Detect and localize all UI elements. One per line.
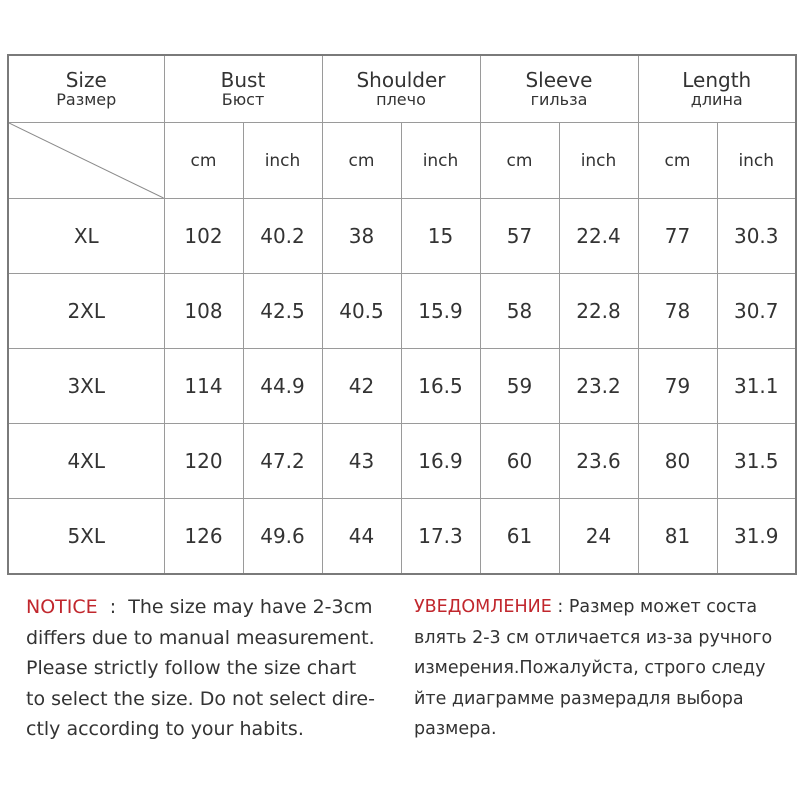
header-bust-en: Bust (220, 68, 266, 92)
header-size (8, 55, 164, 123)
value-cell: 22.4 (559, 199, 638, 274)
value-cell: 17.3 (401, 499, 480, 575)
unit-cell: inch (401, 123, 480, 199)
value-cell: 22.8 (559, 274, 638, 349)
size-chart-table (7, 54, 797, 575)
value-cell: 30.7 (717, 274, 796, 349)
header-size-ru: Размер (56, 90, 117, 109)
header-length (638, 55, 796, 123)
notice-line: ctly according to your habits. (26, 718, 304, 740)
notice-separator: : (97, 596, 129, 618)
notice-keyword: УВЕДОМЛЕНИЕ (414, 597, 552, 617)
value-cell: 38 (322, 199, 401, 274)
value-cell: 16.9 (401, 424, 480, 499)
value-cell: 49.6 (243, 499, 322, 575)
value-cell: 60 (480, 424, 559, 499)
table-row (8, 199, 796, 274)
value-cell: 31.1 (717, 349, 796, 424)
value-cell: 31.9 (717, 499, 796, 575)
value-cell: 120 (164, 424, 243, 499)
header-bust (164, 55, 322, 123)
header-shoulder-ru: плечо (376, 90, 426, 109)
value-cell: 44 (322, 499, 401, 575)
value-cell: 42 (322, 349, 401, 424)
notice-separator: : (551, 597, 569, 617)
unit-cell: inch (717, 123, 796, 199)
value-cell: 61 (480, 499, 559, 575)
value-cell: 40.2 (243, 199, 322, 274)
value-cell: 23.6 (559, 424, 638, 499)
header-row (8, 55, 796, 123)
notice-line: differs due to manual measurement. (26, 626, 375, 649)
unit-cell: cm (322, 123, 401, 199)
unit-cell: cm (480, 123, 559, 199)
value-cell: 42.5 (243, 274, 322, 349)
value-cell: 81 (638, 499, 717, 575)
notice-line: измерения.Пожалуйста, строго следу (414, 658, 766, 678)
value-cell: 79 (638, 349, 717, 424)
value-cell: 40.5 (322, 274, 401, 349)
value-cell: 59 (480, 349, 559, 424)
notice-english (26, 592, 398, 745)
value-cell: 30.3 (717, 199, 796, 274)
notice-text: The size may have 2-3cm (128, 596, 373, 618)
header-bust-ru: Бюст (221, 90, 265, 109)
notice-line: влять 2-3 см отличается из-за ручного (414, 627, 773, 648)
notice-line (26, 592, 398, 623)
size-cell: 3XL (8, 349, 164, 424)
table-row (8, 424, 796, 499)
notice-line: йте диаграмме размерадля выбора (414, 688, 744, 709)
value-cell: 126 (164, 499, 243, 575)
value-cell: 58 (480, 274, 559, 349)
notice-russian (414, 592, 794, 745)
value-cell: 47.2 (243, 424, 322, 499)
size-cell: 2XL (8, 274, 164, 349)
header-sleeve-en: Sleeve (525, 68, 593, 92)
unit-row (8, 123, 796, 199)
value-cell: 108 (164, 274, 243, 349)
table-row (8, 499, 796, 575)
value-cell: 16.5 (401, 349, 480, 424)
notice-line (414, 592, 794, 623)
value-cell: 80 (638, 424, 717, 499)
diagonal-corner-cell (8, 123, 164, 199)
header-sleeve-ru: гильза (530, 90, 588, 109)
unit-cell: inch (243, 123, 322, 199)
unit-cell: inch (559, 123, 638, 199)
notice-line: Please strictly follow the size chart (26, 657, 357, 679)
unit-cell: cm (638, 123, 717, 199)
value-cell: 78 (638, 274, 717, 349)
value-cell: 77 (638, 199, 717, 274)
table-row (8, 274, 796, 349)
value-cell: 114 (164, 349, 243, 424)
value-cell: 15.9 (401, 274, 480, 349)
size-cell: XL (8, 199, 164, 274)
value-cell: 31.5 (717, 424, 796, 499)
header-length-en: Length (682, 68, 752, 92)
size-cell: 4XL (8, 424, 164, 499)
table-row (8, 349, 796, 424)
header-shoulder-en: Shoulder (356, 68, 446, 92)
unit-cell: cm (164, 123, 243, 199)
value-cell: 43 (322, 424, 401, 499)
value-cell: 15 (401, 199, 480, 274)
value-cell: 44.9 (243, 349, 322, 424)
header-size-en: Size (65, 68, 107, 92)
value-cell: 24 (559, 499, 638, 575)
size-cell: 5XL (8, 499, 164, 575)
value-cell: 102 (164, 199, 243, 274)
notice-text: Размер может соста (568, 597, 758, 617)
value-cell: 23.2 (559, 349, 638, 424)
header-shoulder (322, 55, 480, 123)
value-cell: 57 (480, 199, 559, 274)
diagonal-line (9, 123, 164, 198)
notice-line: to select the size. Do not select dire- (26, 687, 375, 710)
header-sleeve (480, 55, 638, 123)
header-length-ru: длина (690, 90, 743, 109)
notice-line: размера. (414, 719, 497, 739)
notice-keyword: NOTICE (26, 596, 98, 618)
